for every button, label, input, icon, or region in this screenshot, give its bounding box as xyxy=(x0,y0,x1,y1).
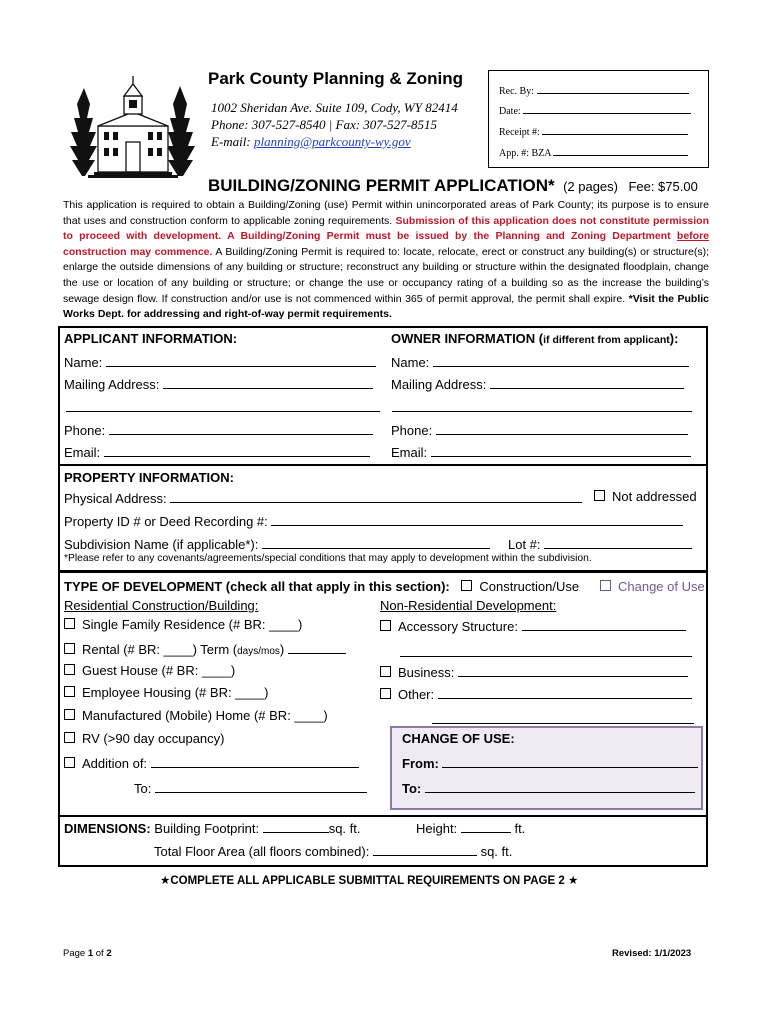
app-field[interactable] xyxy=(553,145,688,156)
addition-to-row xyxy=(134,779,367,796)
not-addressed-checkbox[interactable] xyxy=(594,490,605,501)
form-pages: (2 pages) xyxy=(563,179,618,194)
lot-field[interactable] xyxy=(544,535,692,549)
rec-by-row xyxy=(499,83,689,97)
rec-by-label: Rec. By: xyxy=(499,86,534,97)
total-floor-label: Total Floor Area (all floors combined): xyxy=(154,844,370,859)
addition-to-field[interactable] xyxy=(155,779,367,793)
single-family-checkbox[interactable] xyxy=(64,618,75,629)
change-from-row xyxy=(402,754,698,771)
footprint-label: Building Footprint: xyxy=(154,821,260,836)
app-row xyxy=(499,145,688,159)
applicant-mailing-field[interactable] xyxy=(163,375,373,389)
receipt-row xyxy=(499,124,688,138)
business-label: Business: xyxy=(398,665,455,680)
applicant-mailing-row xyxy=(64,375,373,392)
owner-name-field[interactable] xyxy=(433,353,689,367)
change-of-use-heading: CHANGE OF USE: xyxy=(402,731,515,746)
property-id-label: Property ID # or Deed Recording #: xyxy=(64,514,268,529)
applicant-name-row xyxy=(64,353,376,370)
employee-housing-label: Employee Housing (# BR: ____) xyxy=(82,685,269,700)
applicant-mailing-label: Mailing Address: xyxy=(64,377,160,392)
owner-mailing-row xyxy=(391,375,684,392)
height-label: Height: xyxy=(416,821,458,836)
employee-housing-row xyxy=(64,685,268,700)
accessory-label: Accessory Structure: xyxy=(398,619,518,634)
change-to-label: To: xyxy=(402,781,422,796)
page-label: Page xyxy=(63,948,86,959)
height-field[interactable] xyxy=(461,819,511,833)
rv-label: RV (>90 day occupancy) xyxy=(82,731,225,746)
change-of-use-checkbox[interactable] xyxy=(600,580,611,591)
owner-email-row xyxy=(391,443,691,460)
addition-label: Addition of: xyxy=(82,756,148,771)
email-link[interactable]: planning@parkcounty-wy.gov xyxy=(253,134,411,149)
rental-term-field[interactable] xyxy=(288,640,346,654)
date-label: Date: xyxy=(499,106,521,117)
owner-phone-label: Phone: xyxy=(391,423,433,438)
guest-house-label: Guest House (# BR: ____) xyxy=(82,663,236,678)
owner-phone-field[interactable] xyxy=(436,421,688,435)
property-heading: PROPERTY INFORMATION: xyxy=(64,470,234,485)
intro-warning-before: before xyxy=(676,230,709,243)
intro-public-works: *Visit the Public Works Dept. for addressing and right-of-way permit requirements. xyxy=(63,292,709,321)
form-title-row xyxy=(208,176,698,196)
lot-label: Lot #: xyxy=(508,537,541,552)
height-unit: ft. xyxy=(514,821,526,836)
submittal-note xyxy=(160,873,578,887)
other-field-2[interactable] xyxy=(432,710,694,724)
owner-email-label: Email: xyxy=(391,445,428,460)
addition-row xyxy=(64,754,359,771)
rec-by-field[interactable] xyxy=(537,83,689,94)
change-of-use-label: Change of Use xyxy=(618,579,705,594)
change-of-use-row xyxy=(600,579,705,594)
business-field[interactable] xyxy=(458,663,688,677)
total-floor-unit: sq. ft. xyxy=(480,844,513,859)
manufactured-home-checkbox[interactable] xyxy=(64,709,75,720)
business-row xyxy=(380,663,688,680)
agency-phone: Phone: 307-527-8540 | Fax: 307-527-8515 xyxy=(211,117,437,132)
revised-date: Revised: 1/1/2023 xyxy=(612,948,692,959)
accessory-checkbox[interactable] xyxy=(380,620,391,631)
email-label: E-mail: xyxy=(211,134,251,149)
accessory-field[interactable] xyxy=(522,617,686,631)
applicant-phone-label: Phone: xyxy=(64,423,106,438)
intro-text-2: A Building/Zoning Permit is required to: locate, relocate, erect or construct any building(s) or structure(s); enlarge the outside dimensions of any building or structure; reconstruct any building or structure within the designated floodplain, change the use or location of any building or structure; or change the use or occupancy rating of a building so as the increase the building’s sewage design flow. If construction and/or use is not commenced within 365 of permit approval, the permit shall expire. xyxy=(63,245,710,305)
agency-address: 1002 Sheridan Ave. Suite 109, Cody, WY 82414 xyxy=(211,100,458,115)
business-checkbox[interactable] xyxy=(380,666,391,677)
accessory-field-2[interactable] xyxy=(400,643,692,657)
agency-email-row xyxy=(211,134,411,150)
rental-label-end: ) xyxy=(279,642,285,657)
rental-row xyxy=(64,640,346,657)
page-current: 1 xyxy=(87,948,94,959)
single-family-row xyxy=(64,617,302,632)
owner-heading-row xyxy=(391,331,678,346)
physical-address-row xyxy=(64,489,582,506)
physical-address-field[interactable] xyxy=(170,489,582,503)
property-id-field[interactable] xyxy=(271,512,683,526)
page-of: of xyxy=(95,948,104,959)
construction-use-label: Construction/Use xyxy=(479,579,580,594)
employee-housing-checkbox[interactable] xyxy=(64,686,75,697)
applicant-email-label: Email: xyxy=(64,445,101,460)
guest-house-row xyxy=(64,663,235,678)
applicant-name-label: Name: xyxy=(64,355,103,370)
footprint-field[interactable] xyxy=(263,819,329,833)
construction-use-checkbox[interactable] xyxy=(461,580,472,591)
accessory-row xyxy=(380,617,686,634)
form-fee: Fee: $75.00 xyxy=(628,179,698,194)
manufactured-home-row xyxy=(64,708,328,723)
owner-mailing-field-2[interactable] xyxy=(392,398,692,412)
other-checkbox[interactable] xyxy=(380,688,391,699)
change-from-label: From: xyxy=(402,756,439,771)
owner-mailing-label: Mailing Address: xyxy=(391,377,487,392)
owner-email-field[interactable] xyxy=(431,443,691,457)
other-row xyxy=(380,685,692,702)
owner-heading: OWNER INFORMATION ( xyxy=(391,331,544,346)
subdivision-label: Subdivision Name (if applicable*): xyxy=(64,537,259,552)
not-addressed-row xyxy=(594,489,697,504)
owner-phone-row xyxy=(391,421,688,438)
addition-checkbox[interactable] xyxy=(64,757,75,768)
agency-title: Park County Planning & Zoning xyxy=(208,69,463,88)
date-row xyxy=(499,103,691,117)
rental-term-unit: days/mos xyxy=(237,646,280,657)
star-icon: ★ xyxy=(160,875,171,887)
owner-mailing-field[interactable] xyxy=(490,375,684,389)
submittal-text: COMPLETE ALL APPLICABLE SUBMITTAL REQUIREMENTS ON PAGE 2 xyxy=(170,875,565,887)
footprint-unit: sq. ft. xyxy=(328,821,361,836)
form-title: BUILDING/ZONING PERMIT APPLICATION* xyxy=(208,176,555,195)
applicant-phone-row xyxy=(64,421,373,438)
page-total: 2 xyxy=(106,948,112,959)
guest-house-checkbox[interactable] xyxy=(64,664,75,675)
footprint-row xyxy=(64,819,361,836)
rv-row xyxy=(64,731,224,746)
rv-checkbox[interactable] xyxy=(64,732,75,743)
height-row xyxy=(416,819,525,836)
receipt-label: Receipt #: xyxy=(499,127,540,138)
development-heading-row xyxy=(64,579,579,594)
owner-name-label: Name: xyxy=(391,355,430,370)
intro-text-1: This application is required to obtain a Building/Zoning (use) Permit within unincorporated areas of Park County; its purpose is to ensure that uses and construction conform to applicable zoning requirements. xyxy=(63,199,709,227)
total-floor-field[interactable] xyxy=(373,842,477,856)
single-family-label: Single Family Residence (# BR: ____) xyxy=(82,617,303,632)
other-field[interactable] xyxy=(438,685,692,699)
applicant-phone-field[interactable] xyxy=(109,421,373,435)
page-number xyxy=(63,948,112,959)
applicant-email-row xyxy=(64,443,370,460)
addition-of-field[interactable] xyxy=(151,754,359,768)
office-use-box xyxy=(488,70,709,168)
subdivision-row xyxy=(64,535,490,552)
addition-to-label: To: xyxy=(134,781,152,796)
nonresidential-heading: Non-Residential Development: xyxy=(380,598,557,613)
change-from-field[interactable] xyxy=(442,754,698,768)
development-heading: TYPE OF DEVELOPMENT (check all that apply in this section): xyxy=(64,579,450,594)
manufactured-home-label: Manufactured (Mobile) Home (# BR: ____) xyxy=(82,708,328,723)
courthouse-icon xyxy=(68,68,198,180)
applicant-email-field[interactable] xyxy=(104,443,370,457)
lot-row xyxy=(508,535,692,552)
change-to-row xyxy=(402,779,695,796)
applicant-name-field[interactable] xyxy=(106,353,376,367)
subdivision-note: *Please refer to any covenants/agreements/special conditions that may apply to development within the subdivision. xyxy=(64,553,592,564)
dimensions-heading: DIMENSIONS: xyxy=(64,821,151,836)
owner-heading-note: if different from applicant xyxy=(543,334,670,346)
total-floor-row xyxy=(154,842,512,859)
change-to-field[interactable] xyxy=(425,779,695,793)
applicant-heading: APPLICANT INFORMATION: xyxy=(64,331,238,346)
app-label: App. #: BZA xyxy=(499,148,551,159)
intro-paragraph xyxy=(63,198,709,323)
receipt-field[interactable] xyxy=(542,124,688,135)
star-icon: ★ xyxy=(567,875,579,887)
applicant-mailing-field-2[interactable] xyxy=(66,398,380,412)
other-label: Other: xyxy=(398,687,435,702)
subdivision-field[interactable] xyxy=(262,535,490,549)
property-id-row xyxy=(64,512,683,529)
physical-address-label: Physical Address: xyxy=(64,491,167,506)
rental-checkbox[interactable] xyxy=(64,643,75,654)
rental-label: Rental (# BR: ____) Term ( xyxy=(82,642,238,657)
owner-name-row xyxy=(391,353,689,370)
intro-warning-1: Submission of this application does not constitute permission to proceed with development. A Building/Zoning Permit must be issued by the Planning and Zoning Department xyxy=(63,214,710,243)
courthouse-logo xyxy=(68,68,198,180)
not-addressed-label: Not addressed xyxy=(612,489,697,504)
intro-warning-2: construction may commence. xyxy=(63,245,213,258)
residential-heading: Residential Construction/Building: xyxy=(64,598,259,613)
owner-heading-end: ): xyxy=(669,331,679,346)
date-field[interactable] xyxy=(523,103,691,114)
